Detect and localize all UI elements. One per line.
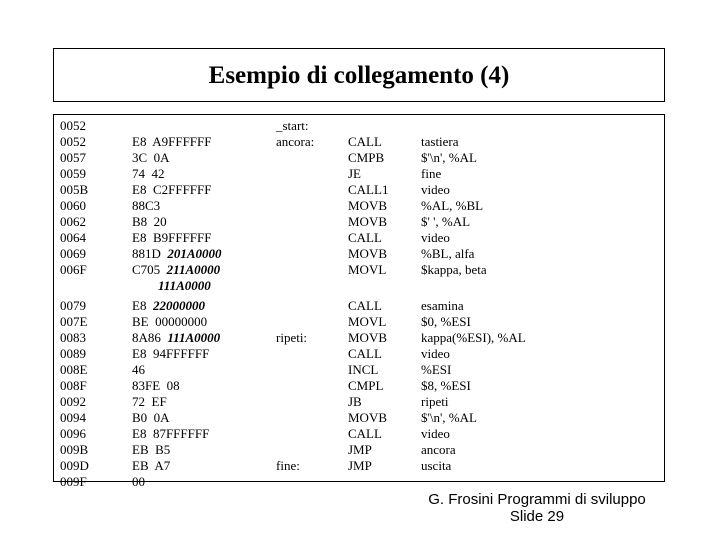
machine-code: C705 211A0000 [132,262,221,277]
listing-row [54,230,664,246]
operands: ripeti [421,394,449,409]
listing-box [53,114,665,489]
operands: video [421,346,450,361]
listing-row [54,474,664,490]
address: 0059 [60,166,86,181]
listing-row [54,426,664,442]
operands: tastiera [421,134,459,149]
relocated-address: 211A0000 [166,262,221,277]
address: 007E [60,314,88,329]
mnemonic: CALL [348,230,382,245]
machine-code: 00 [132,474,145,489]
operands: ancora [421,442,456,457]
operands: %BL, alfa [421,246,475,261]
listing-row [54,214,664,230]
mnemonic: CALL [348,298,382,313]
machine-code: 88C3 [132,198,161,213]
operands: video [421,426,450,441]
machine-code: B8 20 [132,214,167,229]
address: 0062 [60,214,86,229]
mnemonic: CALL1 [348,182,389,197]
listing-row [54,378,664,394]
mnemonic: CMPB [348,150,385,165]
listing-row [54,362,664,378]
listing-row [54,410,664,426]
machine-code: E8 87FFFFFF [132,426,210,441]
machine-code: B0 0A [132,410,170,425]
mnemonic: JMP [348,458,372,473]
address: 0069 [60,246,86,261]
relocated-address: 111A0000 [167,330,221,345]
mnemonic: CALL [348,134,382,149]
listing-row [54,134,664,150]
mnemonic: MOVB [348,410,388,425]
asm-label: ancora: [276,134,315,149]
listing-row [54,166,664,182]
listing-row [54,118,664,134]
address: 0052 [60,134,86,149]
mnemonic: CALL [348,426,382,441]
mnemonic: CALL [348,346,382,361]
address: 0094 [60,410,86,425]
machine-code: 83FE 08 [132,378,180,393]
listing-row [54,262,664,278]
listing-row [54,150,664,166]
operands: $' ', %AL [421,214,471,229]
operands: kappa(%ESI), %AL [421,330,526,345]
address: 009B [60,442,89,457]
machine-code: E8 94FFFFFF [132,346,210,361]
operands: $kappa, beta [421,262,487,277]
asm-label: fine: [276,458,300,473]
listing-row [54,346,664,362]
operands: $'\n', %AL [421,150,477,165]
listing-row [54,394,664,410]
address: 009F [60,474,87,489]
mnemonic: JB [348,394,362,409]
address: 0083 [60,330,86,345]
operands: uscita [421,458,452,473]
machine-code: 46 [132,362,145,377]
machine-code: EB A7 [132,458,171,473]
listing-row [54,278,664,294]
relocated-address: 22000000 [152,298,205,313]
machine-code: E8 A9FFFFFF [132,134,212,149]
machine-code: 8A86 111A0000 [132,330,221,345]
operands: fine [421,166,442,181]
listing-row [54,442,664,458]
listing-row [54,198,664,214]
relocated-address: 201A0000 [167,246,222,261]
mnemonic: INCL [348,362,379,377]
machine-code: 74 42 [132,166,165,181]
listing-row [54,298,664,314]
operands: %AL, %BL [421,198,484,213]
address: 008E [60,362,88,377]
asm-label: ripeti: [276,330,308,345]
machine-code: 881D 201A0000 [132,246,222,261]
machine-code: EB B5 [132,442,171,457]
machine-code: E8 22000000 [132,298,205,313]
listing-row [54,458,664,474]
title-box [53,48,665,102]
footer-course: G. Frosini Programmi di sviluppo [428,491,646,508]
machine-code: E8 C2FFFFFF [132,182,212,197]
mnemonic: MOVB [348,198,388,213]
machine-code: BE 00000000 [132,314,208,329]
address: 0079 [60,298,86,313]
mnemonic: MOVB [348,214,388,229]
operands: %ESI [421,362,452,377]
address: 009D [60,458,89,473]
mnemonic: MOVB [348,246,388,261]
machine-code [132,278,211,294]
operands: $0, %ESI [421,314,471,329]
operands: video [421,230,450,245]
machine-code: 72 EF [132,394,167,409]
slide-footer [377,491,697,525]
address: 005B [60,182,89,197]
footer-slide-number: Slide 29 [509,508,565,525]
machine-code: E8 B9FFFFFF [132,230,212,245]
mnemonic: MOVB [348,330,388,345]
address: 0057 [60,150,86,165]
address: 0052 [60,118,86,133]
mnemonic: MOVL [348,262,387,277]
machine-code: 3C 0A [132,150,170,165]
relocated-address: 111A0000 [158,278,211,293]
listing-row [54,314,664,330]
asm-label: _start: [276,118,309,133]
address: 006F [60,262,87,277]
operands: video [421,182,450,197]
address: 0092 [60,394,86,409]
listing-row [54,246,664,262]
address: 0096 [60,426,86,441]
operands: esamina [421,298,464,313]
mnemonic: JMP [348,442,372,457]
listing-row [54,182,664,198]
address: 0060 [60,198,86,213]
operands: $'\n', %AL [421,410,477,425]
address: 0089 [60,346,86,361]
mnemonic: CMPL [348,378,384,393]
address: 0064 [60,230,86,245]
mnemonic: MOVL [348,314,387,329]
slide-title: Esempio di collegamento (4) [208,62,510,89]
address: 008F [60,378,87,393]
operands: $8, %ESI [421,378,471,393]
mnemonic: JE [348,166,361,181]
listing-row [54,330,664,346]
